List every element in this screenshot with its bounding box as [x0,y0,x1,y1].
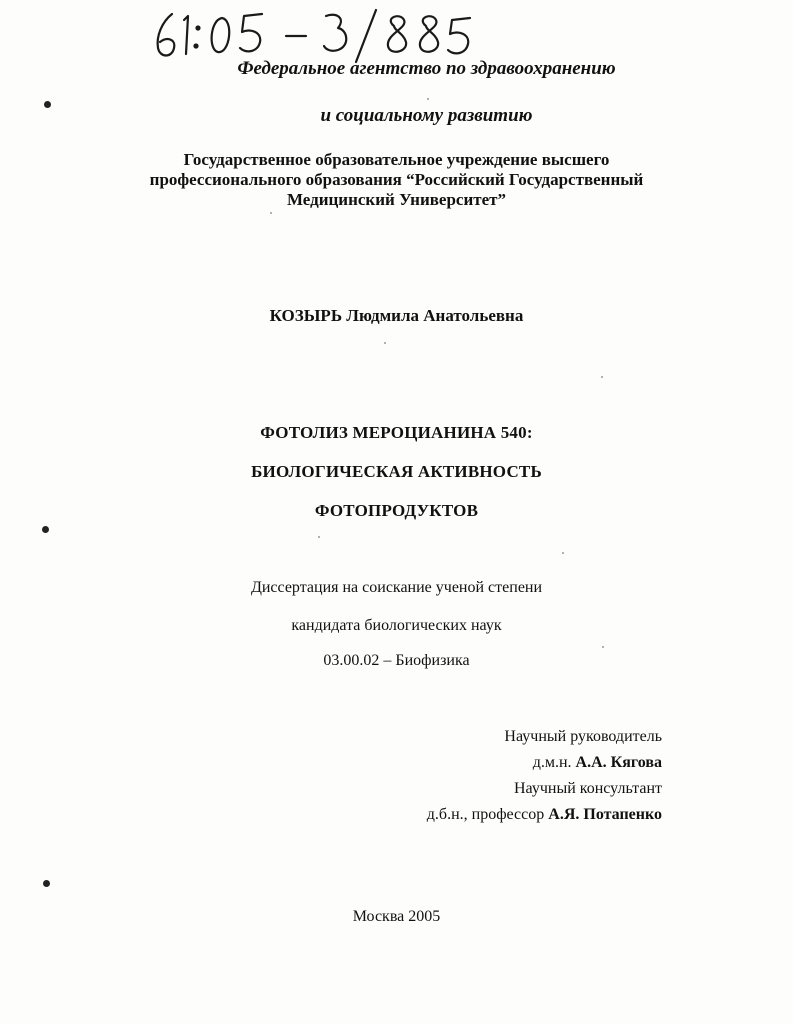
punch-hole-mark-middle [42,526,49,533]
scan-speck [270,212,272,214]
consultant-name: А.Я. Потапенко [548,806,662,823]
institution-line-1: Государственное образовательное учреждение высшего [183,150,610,169]
consultant-line [427,802,662,828]
punch-hole-mark-bottom [43,880,50,887]
punch-hole-mark-top [44,101,51,108]
supervisor-role: Научный руководитель [504,728,662,745]
handwritten-archive-number [150,4,480,66]
agency-line-2: и социальному развитию [320,105,533,126]
city-year: Москва 2005 [352,908,441,925]
degree-specialty: 03.00.02 – Биофизика [323,652,470,669]
scan-speck [601,376,603,378]
scan-speck [318,536,320,538]
scan-speck [562,552,564,554]
author-name: КОЗЫРЬ Людмила Анатольевна [269,306,524,325]
consultant-role: Научный консультант [514,780,662,797]
scan-speck [427,98,429,100]
handwritten-number-drawing [150,4,480,66]
agency-line-1: Федеральное агентство по здравоохранению [237,58,616,79]
title-line-1: ФОТОЛИЗ МЕРОЦИАНИНА 540: [260,423,533,442]
supervisor-name: А.А. Кягова [575,754,662,771]
degree-line-2: кандидата биологических наук [291,617,502,634]
degree-line-1: Диссертация на соискание ученой степени [250,579,543,596]
institution-line-2: профессионального образования “Российский Государственный [149,170,644,189]
consultant-degree: д.б.н., профессор [426,806,545,823]
title-line-2: БИОЛОГИЧЕСКАЯ АКТИВНОСТЬ [251,462,542,481]
supervisor-line [427,750,662,776]
institution-line-3: Медицинский Университет” [286,190,507,209]
supervisor-degree: д.м.н. [532,754,572,771]
scan-speck [384,342,386,344]
scan-speck [602,646,604,648]
supervisors-block [427,724,662,828]
title-line-3: ФОТОПРОДУКТОВ [314,501,479,520]
institution-name [0,150,793,210]
